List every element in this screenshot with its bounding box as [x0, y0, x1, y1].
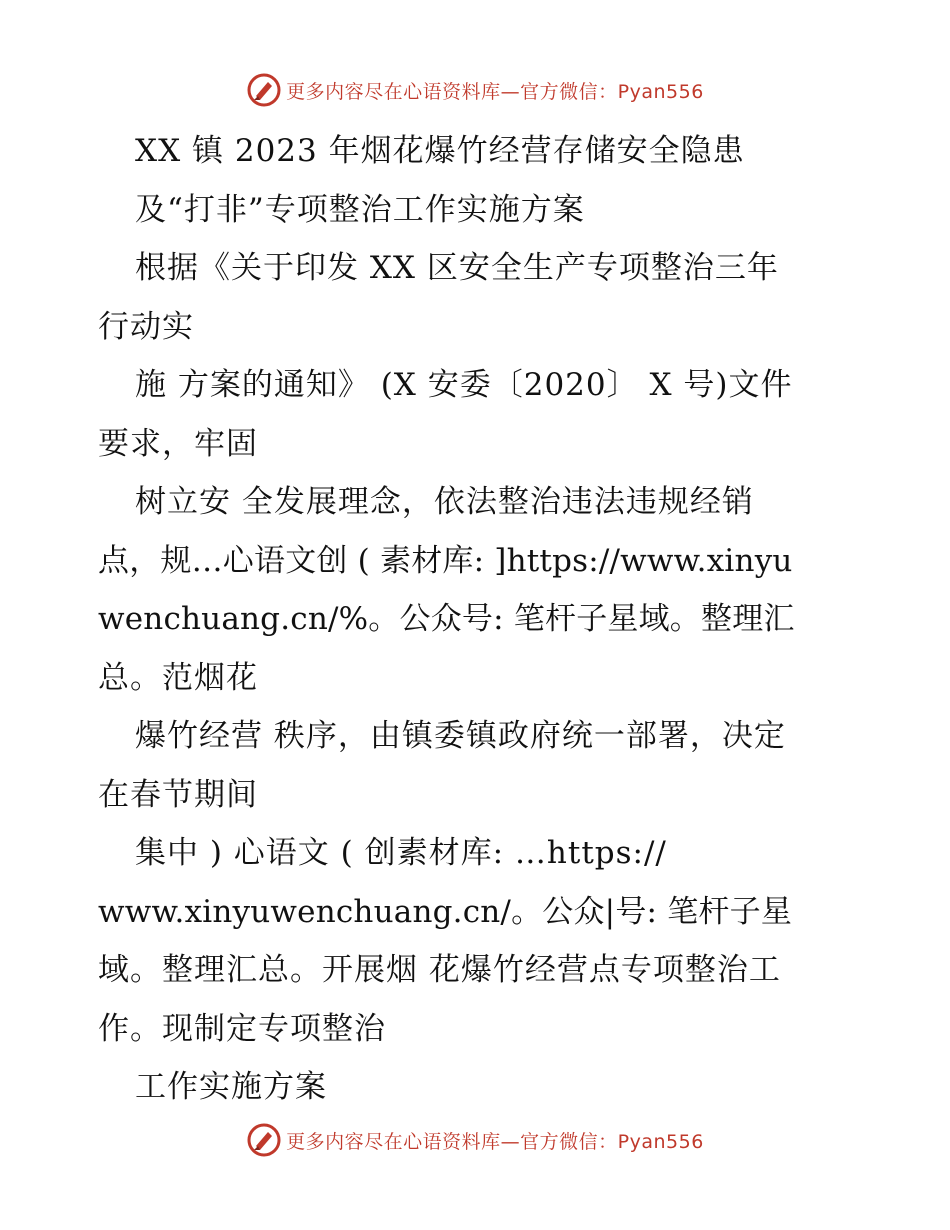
- paragraph-line: 域。整理汇总。开展烟 花爆竹经营点专项整治工: [98, 952, 781, 988]
- doc-title-line-1: XX 镇 2023 年烟花爆竹经营存储安全隐患: [135, 133, 745, 169]
- paragraph-line: www.xinyuwenchuang.cn/。公众|号: 笔杆子星: [98, 893, 793, 930]
- paragraph-line: 点，规…心语文创 ( 素材库: ]https://www.xinyu: [98, 542, 793, 579]
- paragraph-line: 总。范烟花: [98, 659, 258, 696]
- paragraph-line: 要求，牢固: [98, 425, 258, 462]
- document-body: [98, 122, 858, 1117]
- paragraph-line: 根据《关于印发 XX 区安全生产专项整治三年: [135, 250, 779, 286]
- paragraph-line: 作。现制定专项整治: [98, 1010, 386, 1047]
- header-banner: [0, 70, 950, 110]
- paragraph-line: 爆竹经营 秩序，由镇委镇政府统一部署，决定: [135, 718, 786, 754]
- paragraph-line: 行动实: [98, 308, 194, 345]
- paragraph-line: 集中 ) 心语文 ( 创素材库: …https://: [135, 835, 667, 871]
- footer-banner-text: 更多内容尽在心语资料库—官方微信：Pyan556: [286, 1130, 704, 1153]
- header-banner-text: 更多内容尽在心语资料库—官方微信：Pyan556: [286, 80, 704, 103]
- brand-logo-icon: [246, 1122, 282, 1158]
- paragraph-line: 树立安 全发展理念，依法整治违法违规经销: [135, 484, 754, 520]
- brand-logo-icon: [246, 72, 282, 108]
- paragraph-line: 工作实施方案: [135, 1069, 327, 1105]
- footer-banner: [0, 1120, 950, 1160]
- doc-title-line-2: 及“打非”专项整治工作实施方案: [135, 191, 585, 228]
- paragraph-line: wenchuang.cn/%。公众号: 笔杆子星域。整理汇: [98, 601, 795, 637]
- paragraph-line: 在春节期间: [98, 776, 258, 813]
- paragraph-line: 施 方案的通知》 (X 安委〔2020〕 X 号)文件: [135, 367, 793, 403]
